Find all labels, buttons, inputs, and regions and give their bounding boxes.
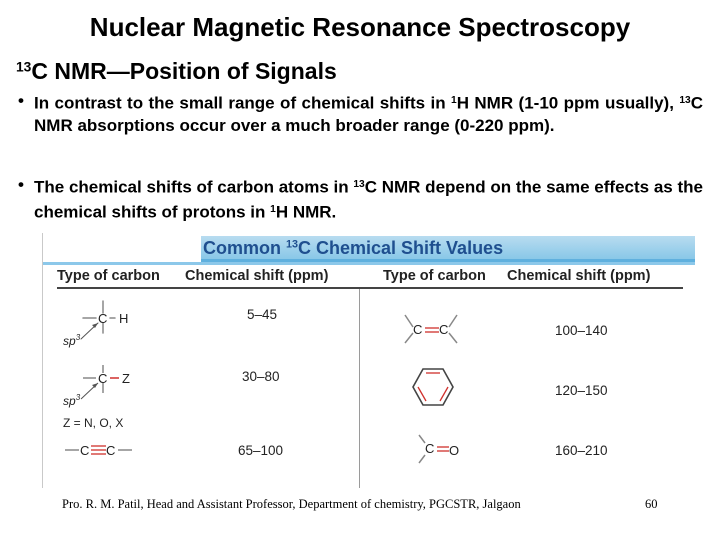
sp3-label (63, 333, 80, 348)
z-atom-label: Z (122, 371, 130, 386)
shift-value: 160–210 (555, 443, 608, 458)
svg-text:C: C (425, 441, 435, 456)
carbon-atom-label: C (80, 443, 90, 458)
slide-footer: Pro. R. M. Patil, Head and Assistant Professor, Department of chemistry, PGCSTR, Jalgaon (62, 497, 521, 511)
slide-subtitle (16, 58, 337, 85)
bullet-text-part: H NMR. (275, 202, 337, 222)
sp3-label (63, 393, 80, 408)
figure-title-superscript: 13 (286, 238, 299, 251)
figure-title-part: Common (203, 238, 286, 258)
column-header-type-left: Type of carbon (57, 268, 160, 284)
bullet-marker: • (18, 91, 24, 110)
carbon-atom-label: C (98, 311, 108, 326)
alkyne-structure (65, 446, 132, 454)
figure-title-part: C Chemical Shift Values (298, 238, 504, 258)
subtitle-text: C NMR—Position of Signals (31, 58, 337, 84)
sp3-label-text: sp (63, 334, 76, 348)
shift-value: 100–140 (555, 323, 608, 338)
shift-value: 5–45 (247, 307, 278, 322)
bullet-text (34, 174, 703, 223)
subtitle-superscript: 13 (16, 59, 32, 75)
benzene-structure (413, 369, 453, 405)
carbonyl-structure (419, 435, 449, 463)
bullet-superscript: 1 (451, 95, 457, 106)
bullet-text-part: In contrast to the small range of chemical shifts in (34, 93, 452, 113)
alkene-structure (405, 315, 457, 343)
bullet-superscript: 1 (270, 203, 276, 215)
slide-title: Nuclear Magnetic Resonance Spectroscopy (89, 12, 631, 42)
bullet-superscript: 13 (353, 179, 365, 190)
sp3-label-superscript: 3 (75, 393, 81, 402)
shift-value: 120–150 (555, 383, 608, 398)
sp3-label-superscript: 3 (75, 333, 81, 342)
column-header-shift-right: Chemical shift (ppm) (507, 268, 651, 284)
bullet-text (34, 90, 703, 137)
bullet-text-part: The chemical shifts of carbon atoms in (34, 177, 354, 197)
page-number: 60 (645, 497, 658, 511)
carbon-atom-label: C (98, 371, 108, 386)
bullet-text-part: C NMR absorptions occur over a much broader range (0-220 ppm). (34, 93, 703, 135)
bullet-marker: • (18, 175, 24, 194)
svg-text:C: C (413, 322, 423, 337)
bullet-text-part: C NMR depend on the same effects as the chemical shifts of protons in (34, 177, 703, 222)
z-definition-label: Z = N, O, X (63, 416, 124, 430)
sp3-label-text: sp (63, 394, 76, 408)
shift-value: 65–100 (238, 443, 284, 458)
chemical-shift-table-figure (42, 233, 695, 488)
carbon-atom-label: C (106, 443, 116, 458)
column-header-shift-left: Chemical shift (ppm) (185, 268, 329, 284)
bullet-text-part: H NMR (1-10 ppm usually), (456, 93, 680, 113)
bullet-item (18, 174, 703, 223)
shift-value: 30–80 (242, 369, 280, 384)
bullet-superscript: 13 (679, 95, 691, 106)
oxygen-atom-label: O (449, 443, 460, 458)
bullet-item (18, 90, 703, 137)
column-header-type-right: Type of carbon (383, 268, 486, 284)
svg-text:C: C (439, 322, 449, 337)
hydrogen-atom-label: H (119, 311, 129, 326)
